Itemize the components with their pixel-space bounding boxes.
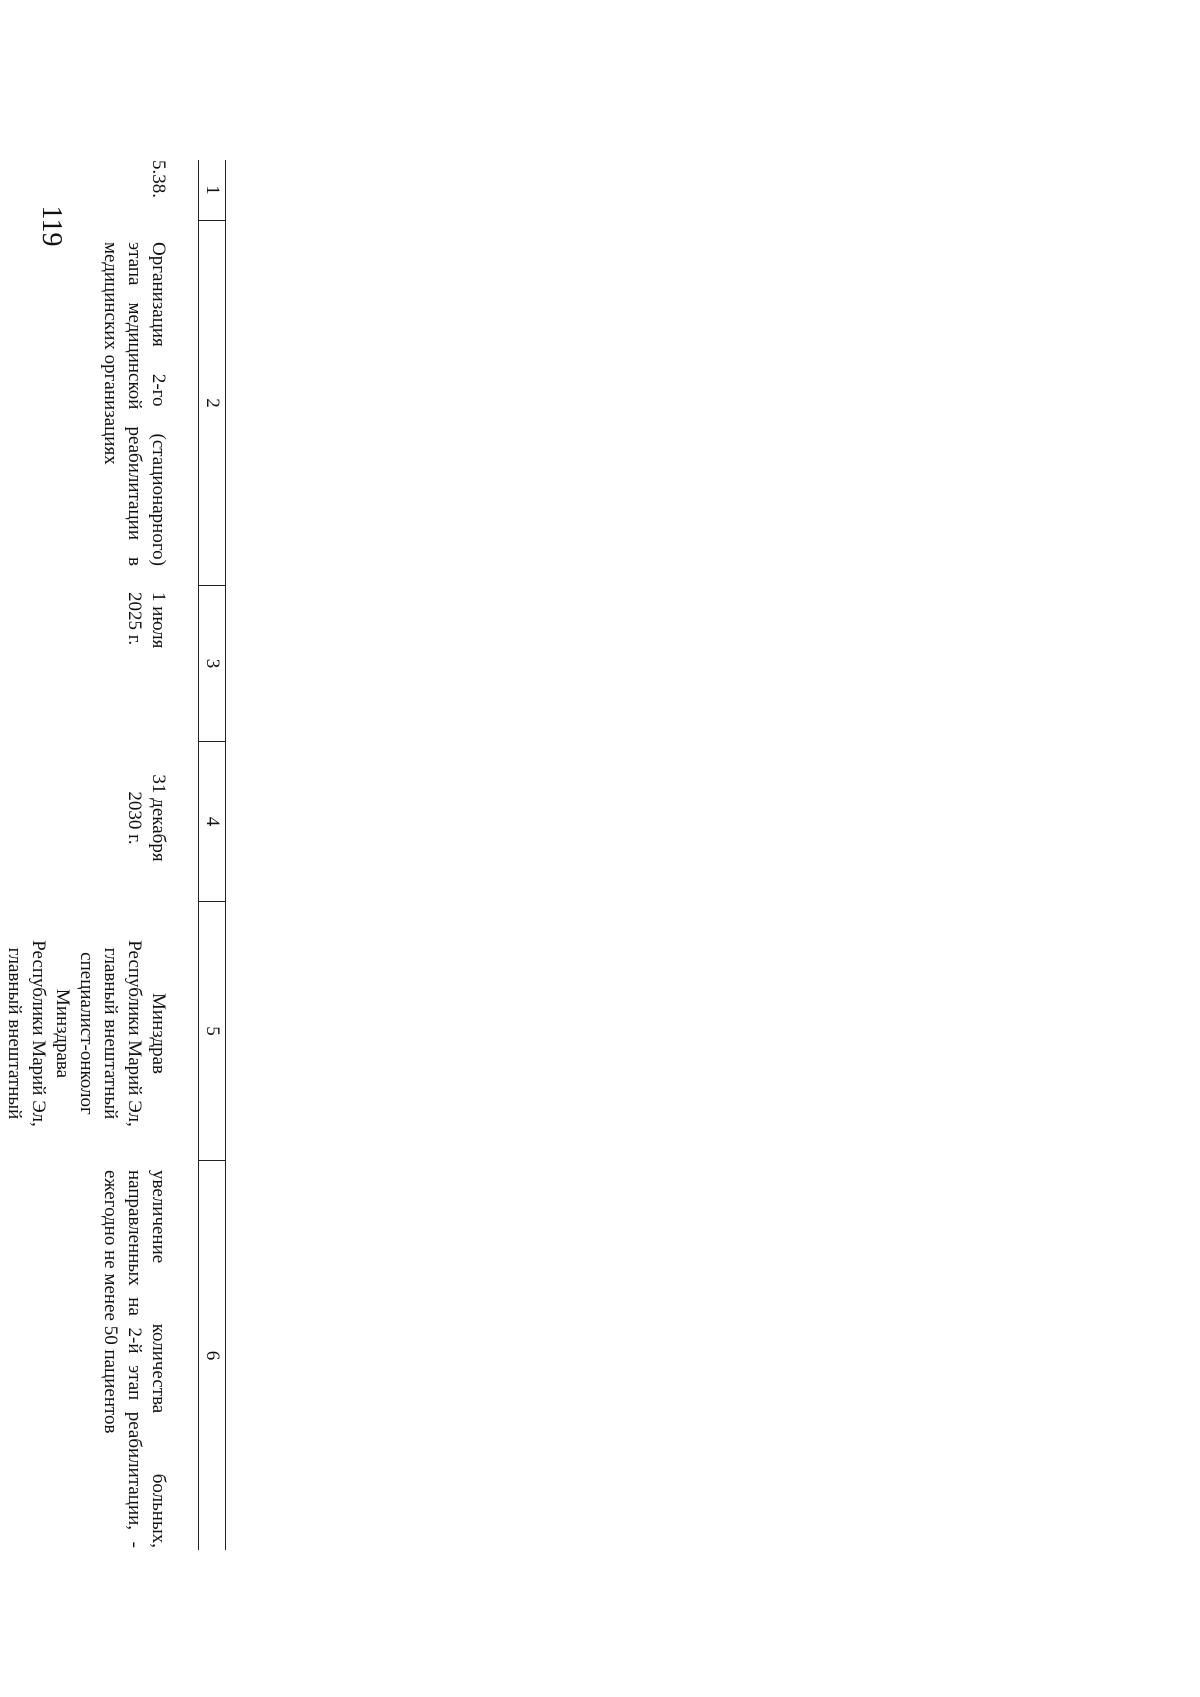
event-description: Организация 2-го (стационарного) этапа медицинской реабилитации в медицинских организациях <box>100 242 169 566</box>
column-number-6: 6 <box>199 1160 225 1550</box>
page-number: 119 <box>36 205 67 247</box>
column-number-3: 3 <box>199 585 225 741</box>
end-date: 31 декабря 2030 г. <box>124 774 169 862</box>
expected-result: увеличение количества больных, направленных на 2-й этап реабилитации, - ежегодно не менее 50 пациентов <box>100 1170 169 1548</box>
responsible-executors: Минздрав Республики Марий Эл, главный внештатный специалист-онколог Минздрава Республики Марий Эл, главный внештатный <box>4 940 169 1127</box>
column-number-4: 4 <box>199 741 225 901</box>
landscape-table-page <box>0 160 226 1550</box>
column-number-2: 2 <box>199 220 225 585</box>
row-number: 5.38. <box>148 160 169 198</box>
table-header-row <box>198 160 226 1550</box>
column-number-5: 5 <box>199 901 225 1160</box>
column-number-1: 1 <box>202 185 223 195</box>
start-date: 1 июля 2025 г. <box>124 592 169 649</box>
